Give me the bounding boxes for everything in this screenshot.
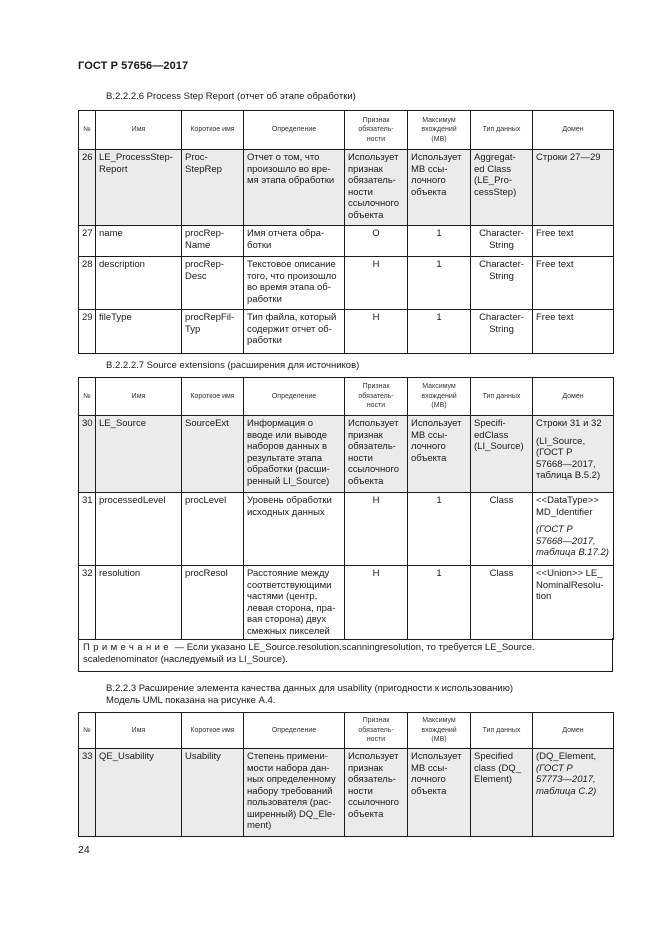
cell-line: Признак bbox=[362, 116, 390, 124]
cell-num bbox=[79, 226, 96, 257]
cell-def bbox=[244, 493, 345, 566]
cell-line: содержит отчет об- bbox=[247, 323, 332, 335]
cell-num bbox=[79, 416, 96, 493]
cell-dtype bbox=[471, 150, 533, 226]
cell-line: (LI_Source) bbox=[474, 441, 524, 452]
cell-line: ности bbox=[348, 452, 373, 464]
cell-line: MD_Identifier bbox=[536, 506, 593, 518]
header-cell-def bbox=[244, 713, 345, 749]
cell-short bbox=[182, 416, 244, 493]
cell-name bbox=[96, 493, 182, 566]
header-cell-dtype bbox=[471, 713, 533, 749]
cell-line: (LE_Pro- bbox=[474, 175, 513, 186]
cell-dtype bbox=[471, 226, 533, 257]
cell-oblig bbox=[345, 566, 408, 640]
cell-line: Определение bbox=[271, 126, 317, 134]
cell-line: Максимум bbox=[422, 717, 456, 725]
cell-name bbox=[96, 310, 182, 354]
cell-num bbox=[79, 493, 96, 566]
cell-line: (МВ) bbox=[431, 135, 447, 143]
cell-line: обязатель- bbox=[348, 441, 396, 452]
cell-line: Desc bbox=[185, 270, 207, 282]
header-cell-name bbox=[96, 111, 182, 150]
cell-line: 32 bbox=[82, 568, 93, 579]
cell-oblig bbox=[345, 493, 408, 566]
cell-line: Н bbox=[372, 312, 380, 323]
table-row bbox=[79, 416, 614, 493]
cell-line: Признак bbox=[362, 717, 390, 725]
cell-line: Использует bbox=[411, 152, 462, 163]
cell-line: вхождений bbox=[421, 726, 457, 734]
cell-line: Н bbox=[372, 568, 380, 579]
cell-line: (ГОСТ Р bbox=[536, 447, 573, 458]
cell-line: работки bbox=[247, 293, 282, 305]
header-cell-domain bbox=[533, 111, 614, 150]
cell-oblig bbox=[345, 226, 408, 257]
table-source-extensions bbox=[78, 377, 614, 640]
cell-line: Н bbox=[372, 259, 380, 270]
cell-line: Specifi- bbox=[474, 418, 506, 429]
cell-line: 1 bbox=[436, 259, 442, 270]
cell-def bbox=[244, 226, 345, 257]
cell-line: LE_Source bbox=[99, 418, 147, 429]
cell-line: Character- bbox=[479, 259, 524, 270]
cell-line: (ГОСТ Р bbox=[536, 762, 573, 774]
cell-line: таблица В.17.2) bbox=[536, 547, 609, 558]
header-cell-oblig bbox=[345, 111, 408, 150]
cell-line: мости набора дан- bbox=[247, 762, 330, 774]
cell-line: работки bbox=[247, 335, 282, 346]
cell-line: ности bbox=[348, 785, 373, 797]
cell-line: 31 bbox=[82, 495, 93, 506]
cell-name bbox=[96, 416, 182, 493]
header-cell-domain bbox=[533, 378, 614, 416]
cell-line: Element) bbox=[474, 774, 513, 785]
cell-line: <<Union>> LE_ bbox=[536, 568, 603, 579]
section-subheading: Модель UML показана на рисунке А.4. bbox=[106, 695, 276, 706]
cell-line: ности bbox=[348, 186, 373, 198]
cell-name bbox=[96, 150, 182, 226]
cell-short bbox=[182, 566, 244, 640]
cell-line: 1 bbox=[436, 495, 442, 506]
section-heading-usability: B.2.2.3 Расширение элемента качества данных для usability (пригодности к использованию) Модель UML показана на рисунке А.4. bbox=[106, 683, 513, 706]
cell-line: Free text bbox=[536, 259, 574, 270]
cell-line: МВ ссы- bbox=[411, 762, 448, 774]
cell-line: частями (центр, bbox=[247, 591, 318, 602]
cell-domain bbox=[533, 310, 614, 354]
cell-line: 57668—2017, bbox=[536, 535, 596, 547]
cell-max bbox=[408, 493, 471, 566]
cell-line: ed Class bbox=[474, 163, 511, 175]
cell-line: обязатель- bbox=[358, 392, 394, 400]
cell-line: Домен bbox=[562, 726, 584, 734]
cell-domain bbox=[533, 150, 614, 226]
cell-dtype bbox=[471, 566, 533, 640]
header-cell-domain bbox=[533, 713, 614, 749]
cell-def bbox=[244, 749, 345, 837]
cell-line: объекта bbox=[348, 209, 384, 221]
cell-max bbox=[408, 566, 471, 640]
cell-line: Specified bbox=[474, 751, 514, 762]
cell-line: 26 bbox=[82, 152, 93, 163]
cell-line: обработки (расши- bbox=[247, 464, 330, 475]
cell-line: наборов данных в bbox=[247, 441, 328, 452]
cell-line: МВ ссы- bbox=[411, 163, 448, 175]
cell-def bbox=[244, 150, 345, 226]
cell-line: Н bbox=[372, 495, 380, 506]
cell-dtype bbox=[471, 257, 533, 310]
cell-line: Домен bbox=[562, 392, 584, 400]
cell-line: Короткое имя bbox=[190, 726, 235, 734]
cell-line: String bbox=[489, 323, 514, 335]
cell-line: 1 bbox=[436, 568, 442, 579]
cell-line: fileType bbox=[99, 312, 132, 323]
cell-name bbox=[96, 257, 182, 310]
cell-line: (ГОСТ Р bbox=[536, 524, 573, 535]
cell-line: Максимум bbox=[422, 116, 456, 124]
cell-line: QE_Usability bbox=[99, 751, 154, 762]
cell-line: Уровень обработки bbox=[247, 495, 332, 506]
cell-def bbox=[244, 416, 345, 493]
cell-max bbox=[408, 150, 471, 226]
cell-line: 29 bbox=[82, 312, 93, 323]
header-cell-short bbox=[182, 111, 244, 150]
cell-line: Степень примени- bbox=[247, 751, 328, 762]
header-cell-oblig bbox=[345, 713, 408, 749]
cell-line: procRep- bbox=[185, 259, 225, 270]
cell-line: 1 bbox=[436, 312, 442, 323]
cell-line: исходных данных bbox=[247, 506, 325, 518]
header-cell-def bbox=[244, 111, 345, 150]
cell-line: признак bbox=[348, 762, 383, 774]
cell-line: Максимум bbox=[422, 383, 456, 391]
cell-line: обязатель- bbox=[358, 126, 394, 134]
header-cell-def bbox=[244, 378, 345, 416]
cell-line: Тип данных bbox=[482, 392, 521, 400]
cell-line: Расстояние между bbox=[247, 568, 330, 579]
cell-line: № bbox=[83, 726, 91, 734]
header-cell-short bbox=[182, 713, 244, 749]
cell-name bbox=[96, 749, 182, 837]
cell-line: смежных пикселей bbox=[247, 625, 330, 637]
table-note bbox=[78, 638, 613, 672]
cell-line: procResol bbox=[185, 568, 228, 579]
table-row bbox=[79, 257, 614, 310]
cell-max bbox=[408, 226, 471, 257]
cell-line: 1 bbox=[436, 228, 442, 239]
cell-line: String bbox=[489, 270, 514, 282]
cell-line: ботки bbox=[247, 239, 272, 251]
cell-line: Строки 27—29 bbox=[536, 152, 601, 163]
cell-line: StepRep bbox=[185, 163, 222, 175]
cell-short bbox=[182, 493, 244, 566]
cell-line: procRep- bbox=[185, 228, 225, 239]
cell-line: объекта bbox=[411, 785, 447, 797]
cell-line: Информация о bbox=[247, 418, 314, 429]
cell-line: Class bbox=[489, 568, 514, 579]
cell-line: LE_ProcessStep- bbox=[99, 152, 173, 163]
cell-def bbox=[244, 310, 345, 354]
cell-short bbox=[182, 150, 244, 226]
cell-line: объекта bbox=[411, 186, 447, 198]
cell-line: Короткое имя bbox=[190, 126, 235, 134]
cell-line: Имя bbox=[131, 126, 146, 134]
cell-line: Определение bbox=[271, 392, 317, 400]
cell-line: Free text bbox=[536, 228, 574, 239]
cell-line: Строки 31 и 32 bbox=[536, 418, 602, 429]
note-text-continued: scaledenominator (наследуемый из LI_Source). bbox=[83, 654, 288, 665]
cell-line: № bbox=[83, 126, 91, 134]
cell-short bbox=[182, 310, 244, 354]
table-usability bbox=[78, 712, 614, 837]
cell-line: Character- bbox=[479, 228, 524, 239]
section-heading-process-step-report: B.2.2.2.6 Process Step Report (отчет об этапе обработки) bbox=[106, 91, 356, 102]
cell-line: 57773—2017, bbox=[536, 774, 596, 785]
page-number: 24 bbox=[78, 844, 90, 856]
cell-oblig bbox=[345, 310, 408, 354]
cell-line: Использует bbox=[411, 751, 462, 762]
cell-line: признак bbox=[348, 163, 383, 175]
cell-line: признак bbox=[348, 429, 383, 441]
cell-line: Короткое имя bbox=[190, 392, 235, 400]
cell-line: <<DataType>> bbox=[536, 495, 599, 506]
cell-line: МВ ссы- bbox=[411, 429, 448, 441]
cell-line: лочного bbox=[411, 774, 446, 785]
table-row bbox=[79, 310, 614, 354]
table-process-step-report bbox=[78, 110, 614, 354]
cell-line: обязатель- bbox=[348, 774, 396, 785]
cell-oblig bbox=[345, 150, 408, 226]
cell-oblig bbox=[345, 257, 408, 310]
cell-line: procRepFil- bbox=[185, 312, 235, 323]
header-cell-num bbox=[79, 378, 96, 416]
header-cell-max bbox=[408, 378, 471, 416]
cell-line: вхождений bbox=[421, 392, 457, 400]
cell-line: ности bbox=[366, 135, 386, 143]
cell-line: Текстовое описание bbox=[247, 259, 336, 270]
document-title: ГОСТ Р 57656—2017 bbox=[78, 60, 189, 72]
cell-line: Typ bbox=[185, 323, 201, 335]
cell-line: Определение bbox=[271, 726, 317, 734]
cell-line: Proc- bbox=[185, 152, 208, 163]
header-cell-dtype bbox=[471, 378, 533, 416]
cell-line: обязатель- bbox=[348, 175, 396, 186]
cell-line: O bbox=[372, 228, 380, 239]
cell-line: Тип данных bbox=[482, 726, 521, 734]
cell-line: name bbox=[99, 228, 123, 239]
cell-line: (LI_Source, bbox=[536, 435, 586, 447]
cell-short bbox=[182, 749, 244, 837]
cell-line: Имя bbox=[131, 392, 146, 400]
cell-max bbox=[408, 416, 471, 493]
cell-line: мя этапа обработки bbox=[247, 175, 335, 186]
cell-line: Free text bbox=[536, 312, 574, 323]
cell-name bbox=[96, 226, 182, 257]
cell-line: Тип файла, который bbox=[247, 312, 337, 323]
cell-domain bbox=[533, 493, 614, 566]
header-cell-max bbox=[408, 713, 471, 749]
note-label: Примечание bbox=[83, 642, 172, 653]
cell-domain bbox=[533, 257, 614, 310]
cell-line: Использует bbox=[348, 152, 399, 163]
cell-line: Использует bbox=[348, 418, 399, 429]
cell-line: 27 bbox=[82, 228, 93, 239]
cell-line: набору требований bbox=[247, 785, 333, 797]
cell-line: cessStep) bbox=[474, 186, 517, 198]
cell-line: (МВ) bbox=[431, 402, 447, 410]
cell-line: результате этапа bbox=[247, 452, 322, 464]
table-row bbox=[79, 566, 614, 640]
cell-line: 33 bbox=[82, 751, 93, 762]
cell-line: ment) bbox=[247, 820, 272, 831]
cell-dtype bbox=[471, 416, 533, 493]
cell-line: вхождений bbox=[421, 126, 457, 134]
cell-line: того, что произошло bbox=[247, 270, 337, 282]
cell-oblig bbox=[345, 416, 408, 493]
cell-domain bbox=[533, 416, 614, 493]
table-row bbox=[79, 493, 614, 566]
header-cell-dtype bbox=[471, 111, 533, 150]
cell-line: Character- bbox=[479, 312, 524, 323]
cell-domain bbox=[533, 566, 614, 640]
cell-line: 57668—2017, bbox=[536, 458, 596, 470]
cell-line: произошло во вре- bbox=[247, 163, 331, 175]
cell-line: 30 bbox=[82, 418, 93, 429]
cell-line: procLevel bbox=[185, 495, 227, 506]
cell-line: description bbox=[99, 259, 145, 270]
cell-line: объекта bbox=[411, 452, 447, 464]
cell-line: левая сторона, пра- bbox=[247, 602, 336, 614]
cell-line: Тип данных bbox=[482, 126, 521, 134]
cell-domain bbox=[533, 749, 614, 837]
cell-line: таблица В.5.2) bbox=[536, 470, 601, 481]
cell-line: Usability bbox=[185, 751, 221, 762]
cell-line: соответствующими bbox=[247, 579, 332, 591]
cell-line: ссылочного bbox=[348, 797, 400, 808]
cell-num bbox=[79, 310, 96, 354]
cell-dtype bbox=[471, 310, 533, 354]
cell-line: вводе или выводе bbox=[247, 429, 328, 441]
cell-line: processedLevel bbox=[99, 495, 166, 506]
cell-max bbox=[408, 257, 471, 310]
cell-max bbox=[408, 310, 471, 354]
cell-line: tion bbox=[536, 591, 552, 602]
cell-dtype bbox=[471, 749, 533, 837]
cell-line: ности bbox=[366, 402, 386, 410]
cell-line: Домен bbox=[562, 126, 584, 134]
cell-domain bbox=[533, 226, 614, 257]
table-header-row bbox=[79, 713, 614, 749]
cell-line: вая сторона) двух bbox=[247, 614, 327, 625]
cell-line: (DQ_Element, bbox=[536, 751, 597, 762]
cell-line: Использует bbox=[348, 751, 399, 762]
table-header-row bbox=[79, 111, 614, 150]
header-cell-num bbox=[79, 111, 96, 150]
cell-num bbox=[79, 257, 96, 310]
cell-line: Признак bbox=[362, 383, 390, 391]
header-cell-num bbox=[79, 713, 96, 749]
cell-line: Name bbox=[185, 239, 211, 251]
header-cell-short bbox=[182, 378, 244, 416]
section-heading-source-extensions: B.2.2.2.7 Source extensions (расширения для источников) bbox=[106, 360, 360, 371]
cell-line: resolution bbox=[99, 568, 141, 579]
cell-line: Report bbox=[99, 163, 128, 175]
cell-line: объекта bbox=[348, 475, 384, 487]
cell-line: ссылочного bbox=[348, 464, 400, 475]
cell-line: (МВ) bbox=[431, 736, 447, 744]
cell-line: ссылочного bbox=[348, 198, 400, 209]
cell-line: ности bbox=[366, 736, 386, 744]
cell-line: String bbox=[489, 239, 514, 251]
cell-dtype bbox=[471, 493, 533, 566]
header-cell-name bbox=[96, 713, 182, 749]
note-text: — Если указано LE_Source.resolution.scanningresolution, то требуется LE_Source. bbox=[172, 642, 535, 653]
cell-line: 28 bbox=[82, 259, 93, 270]
cell-oblig bbox=[345, 749, 408, 837]
table-row bbox=[79, 226, 614, 257]
cell-short bbox=[182, 226, 244, 257]
cell-line: ренный LI_Source) bbox=[247, 475, 330, 487]
cell-line: ширенный) DQ_Ele- bbox=[247, 808, 336, 820]
cell-line: ных определенному bbox=[247, 774, 336, 785]
cell-line: лочного bbox=[411, 175, 446, 186]
header-cell-max bbox=[408, 111, 471, 150]
cell-def bbox=[244, 257, 345, 310]
cell-short bbox=[182, 257, 244, 310]
cell-line: Имя отчета обра- bbox=[247, 228, 325, 239]
cell-line: Aggregat- bbox=[474, 152, 516, 163]
cell-line: edClass bbox=[474, 429, 509, 441]
table-header-row bbox=[79, 378, 614, 416]
cell-line: NominalResolu- bbox=[536, 579, 604, 591]
header-cell-oblig bbox=[345, 378, 408, 416]
cell-line: class (DQ_ bbox=[474, 762, 521, 774]
cell-line: объекта bbox=[348, 808, 384, 820]
cell-name bbox=[96, 566, 182, 640]
table-row bbox=[79, 749, 614, 837]
cell-line: лочного bbox=[411, 441, 446, 452]
cell-line: пользователя (рас- bbox=[247, 797, 332, 808]
cell-line: обязатель- bbox=[358, 726, 394, 734]
cell-num bbox=[79, 749, 96, 837]
cell-line: таблица С.2) bbox=[536, 785, 597, 797]
header-cell-name bbox=[96, 378, 182, 416]
cell-line: во время этапа об- bbox=[247, 282, 331, 293]
cell-def bbox=[244, 566, 345, 640]
cell-line: SourceExt bbox=[185, 418, 229, 429]
cell-line: Отчет о том, что bbox=[247, 152, 320, 163]
cell-line: № bbox=[83, 392, 91, 400]
cell-line: Использует bbox=[411, 418, 462, 429]
table-row bbox=[79, 150, 614, 226]
cell-num bbox=[79, 150, 96, 226]
cell-line: Class bbox=[489, 495, 514, 506]
cell-num bbox=[79, 566, 96, 640]
cell-max bbox=[408, 749, 471, 837]
cell-line: Имя bbox=[131, 726, 146, 734]
